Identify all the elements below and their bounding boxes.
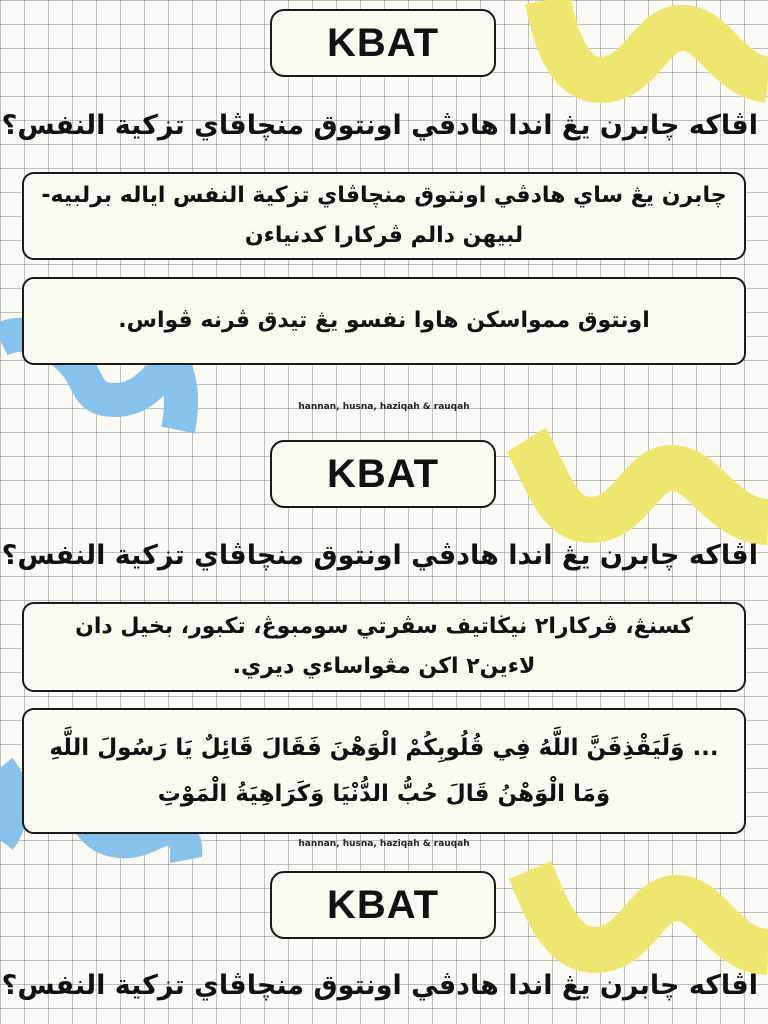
credit-line-1: hannan, husna, haziqah & rauqah (298, 402, 470, 412)
answer-text-1-1: چابرن يڠ ساي هادڤي اونتوق منچاڤاي تزکية النفس اياله برلبيه-لبيهن دالم ڤرکارا کدنياءن (41, 183, 727, 248)
question-heading-1: اڤاکه چابرن يڠ اندا هادڤي اونتوق منچاڤاي تزکية النفس؟ (1, 110, 758, 141)
answer-box-1-1 (22, 172, 746, 260)
answer-text-1-2: اونتوق ممواسکن هاوا نفسو يڠ تيدق ڤرنه ڤواس. (118, 308, 650, 333)
answer-text-2-1: کسنڠ، ڤرکارا٢ نيڬاتيف سڤرتي سومبوڠ، تکبور، بخيل دان لاءين٢ اکن مڠواساءي ديري. (75, 614, 693, 679)
answer-box-1-2 (22, 277, 746, 365)
question-heading-2: اڤاکه چابرن يڠ اندا هادڤي اونتوق منچاڤاي تزکية النفس؟ (1, 540, 758, 571)
question-heading-3: اڤاکه چابرن يڠ اندا هادڤي اونتوق منچاڤاي تزکية النفس؟ (1, 970, 758, 1001)
kbat-title-1: KBAT (270, 9, 496, 77)
kbat-title-3: KBAT (270, 871, 496, 939)
yellow-squiggle-mid (526, 440, 768, 522)
answer-box-2-2 (22, 708, 746, 834)
answer-text-2-2: ... وَلَيَقْذِفَنَّ اللَّهُ فِي قُلُوبِكُمْ الْوَهْنَ فَقَالَ قَائِلٌ يَا رَسُولَ اللَّهِ وَمَا الْوَهْنُ قَالَ حُبُّ الدُّنْيَا وَكَرَاهِيَةُ الْمَوْتِ (49, 735, 719, 807)
yellow-squiggle-bottom (530, 870, 768, 952)
yellow-squiggle-top (548, 0, 768, 80)
kbat-title-2: KBAT (270, 440, 496, 508)
answer-box-2-1 (22, 602, 746, 692)
credit-line-2: hannan, husna, haziqah & rauqah (298, 839, 470, 849)
